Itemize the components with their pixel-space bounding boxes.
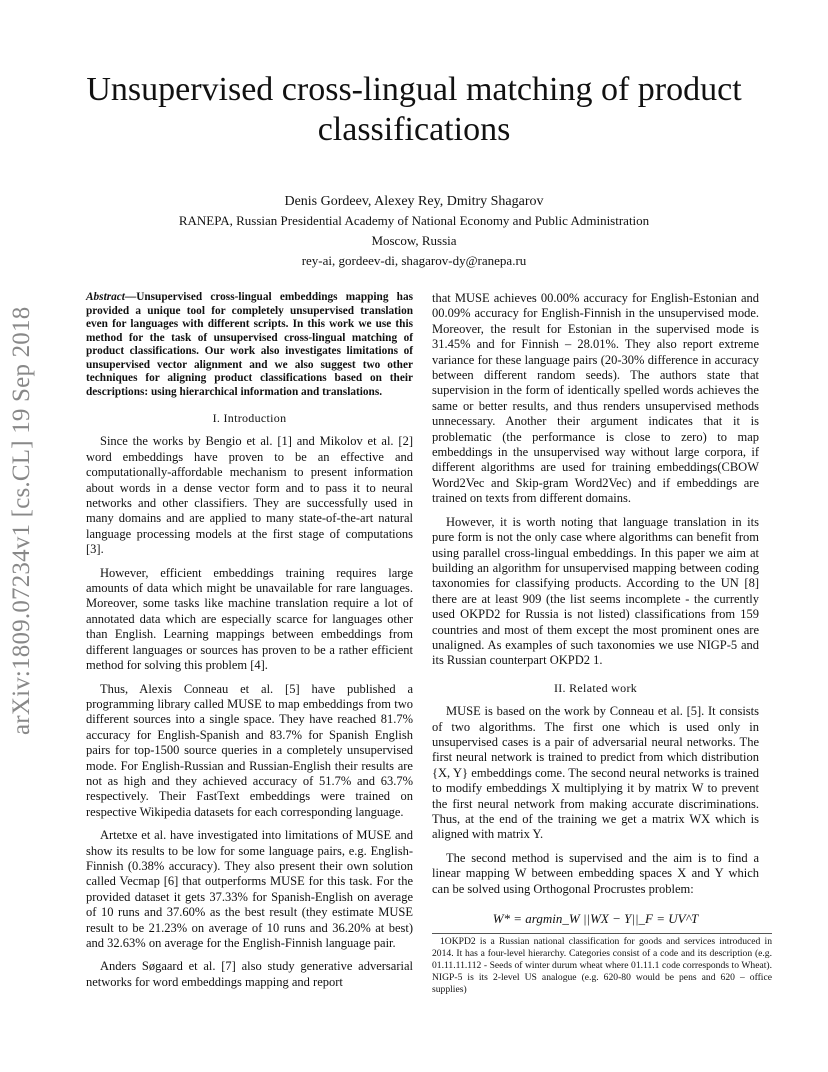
footnote-text: 1OKPD2 is a Russian national classification for goods and services introduced in 2014. It has a four-level hierarchy. Categories consist of a code and its description (e.g. 01.11.11.112 - Seeds of winter durum wheat where 01.11.1 code corresponds to Wheat). NIGP-5 is its 2-level US analogue (e.g. 620-80 would be pens and 620 – office supplies) <box>432 936 772 995</box>
footnote <box>432 933 772 996</box>
paper-title: Unsupervised cross-lingual matching of product classifications <box>86 71 742 148</box>
abstract-text: —Unsupervised cross-lingual embeddings mapping has provided a unique tool for completely unsupervised translation even for languages with different scripts. In this work we use this method for the task of unsupervised cross-lingual matching of product classifications. Our work also investigates limitations of unsupervised vector alignment and we also suggest two other techniques for aligning product classifications based on their descriptions: using hierarchical information and translations. <box>86 291 413 398</box>
right-column <box>432 291 759 932</box>
arxiv-stamp: arXiv:1809.07234v1 [cs.CL] 19 Sep 2018 <box>8 306 35 735</box>
paragraph: MUSE is based on the work by Conneau et al. [5]. It consists of two algorithms. The first one which is used only in unsupervised cases is a pair of adversarial neural networks. The first neural network is trained to predict from which distribution {X, Y} embeddings come. The second neural networks is trained to modify embeddings X multiplying it by matrix W to prevent the first neural network from making accurate discriminations. Thus, at the end of the training we get a matrix WX which is aligned with matrix Y. <box>432 704 759 842</box>
paragraph: However, efficient embeddings training requires large amounts of data which might be unavailable for rare languages. Moreover, some tasks like machine translation require a lot of annotated data which are especially scarce for languages other than English. Learning mappings between embeddings from different languages or sources has proven to be a rather efficient method for solving this problem [4]. <box>86 565 413 673</box>
equation-procrustes: W* = argmin_W ||WX − Y||_F = UV^T <box>492 911 699 927</box>
paragraph: Since the works by Bengio et al. [1] and Mikolov et al. [2] word embeddings have proven to be an effective and computationally-affordable mechanism to present information about words in a dense vector form and to pass it to neural networks and other classifiers. They are successfully used in many domains and are applied to many state-of-the-art natural language processing models at the first stage of computations [3]. <box>86 434 413 557</box>
location: Moscow, Russia <box>371 233 457 248</box>
paragraph: Anders Søgaard et al. [7] also study generative adversarial networks for word embeddings mapping and report <box>86 959 413 989</box>
abstract-label: Abstract <box>86 291 125 303</box>
paragraph: The second method is supervised and the aim is to find a linear mapping W between embedding spaces X and Y which can be solved using Orthogonal Procrustes problem: <box>432 850 759 896</box>
affiliation: RANEPA, Russian Presidential Academy of National Economy and Public Administration <box>178 213 650 228</box>
paragraph: that MUSE achieves 00.00% accuracy for English-Estonian and 00.09% accuracy for English-Finnish in the unsupervised mode. Moreover, the result for Estonian in the supervised mode is 31.45% and for Finnish – 28.01%. They also report extreme variance for these language pairs (20-30% difference in accuracy between different random seeds). The authors state that supervision in the form of identically spelled words achieves the same or better results, and thus renders unsupervised methods unnecessary. Another their argument indicates that it is problematic (the performance is close to zero) to map embeddings in the unsupervised way without large corpora, if different algorithms are used for training embeddings(CBOW Word2Vec and Skip-gram Word2Vec) and if embeddings are trained on texts from different domains. <box>432 291 759 506</box>
section-heading-introduction: I. Introduction <box>212 411 287 425</box>
paragraph: Thus, Alexis Conneau et al. [5] have published a programming library called MUSE to map embeddings from two different sources into a single space. They have reached 81.7% accuracy for English-Spanish and 83.7% for Spanish English pairs for top-1500 source queries in a completely unsupervised mode. For English-Russian and Russian-English their results are not as high and they achieved accuracy of 51.7% and 63.7% respectively. Their FastText embeddings were trained on respective Wikipedia datasets for each corresponding language. <box>86 681 413 819</box>
left-column <box>86 291 413 998</box>
affiliation-block <box>60 211 768 271</box>
abstract <box>86 291 413 399</box>
paragraph: However, it is worth noting that language translation in its pure form is not the only case where algorithms can benefit from using parallel cross-lingual embeddings. In this paper we aim at building an algorithm for unsupervised mapping between coding taxonomies for classifying products. According to the UN [8] there are at least 909 (the list seems incomplete - the currently used OKPD2 for Russia is not listed) classifications from 159 countries and most of them except the most prominent ones are unaligned. As examples of such taxonomies we use NIGP-5 and its Russian counterpart OKPD2 1. <box>432 514 759 668</box>
emails: rey-ai, gordeev-di, shagarov-dy@ranepa.ru <box>301 253 527 268</box>
section-heading-related-work: II. Related work <box>553 680 638 695</box>
paper-authors: Denis Gordeev, Alexey Rey, Dmitry Shagarov <box>284 194 544 209</box>
paragraph: Artetxe et al. have investigated into limitations of MUSE and show its results to be low for some language pairs, e.g. English-Finnish (0.38% accuracy). They also present their own solution called Vecmap [6] that outperforms MUSE for this task. For the provided dataset it gets 37.33% for Spanish-English on average of 10 runs and 37.60% as the best result (they estimate MUSE result to be 21.23% on average of 10 runs and 36.20% at best) and 32.63% on average for the English-Finnish language pair. <box>86 828 413 950</box>
